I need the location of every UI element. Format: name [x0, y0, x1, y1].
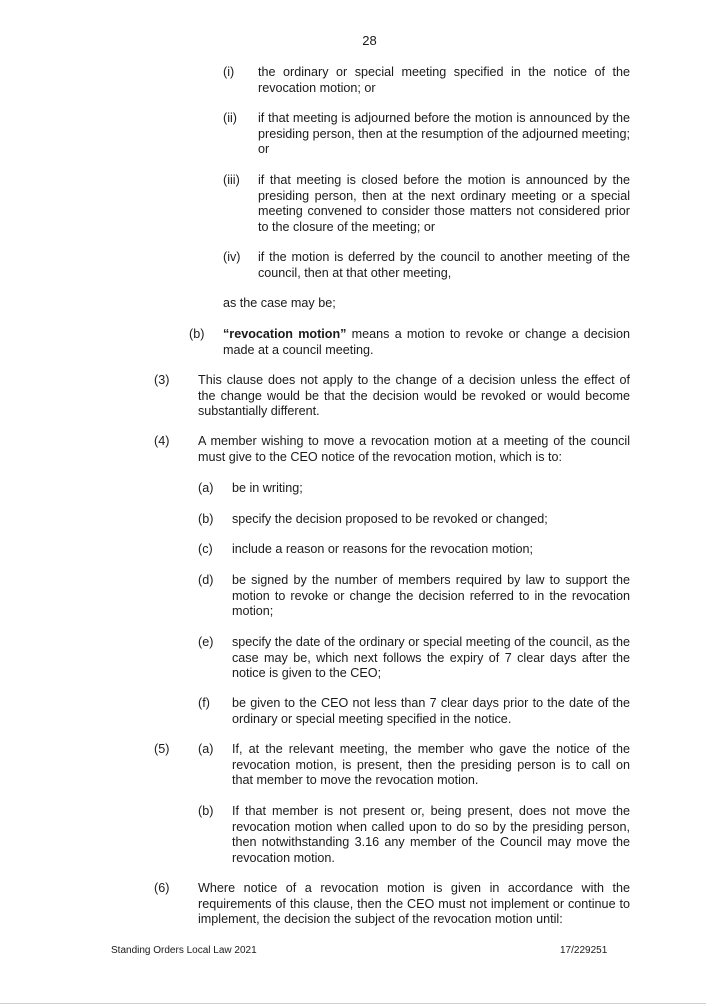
item-number: (b)	[198, 512, 214, 526]
definition-term: “revocation motion”	[223, 327, 347, 341]
item-number: (b)	[198, 804, 214, 818]
item-text: be signed by the number of members required by law to support the motion to revoke or change the decision referred to in the revocation motion;	[232, 573, 630, 619]
item-text: specify the date of the ordinary or special meeting of the council, as the case may be, which next follows the expiry of 7 clear days after the notice is given to the CEO;	[232, 635, 630, 681]
item-number: (c)	[198, 542, 213, 556]
clause-number: (3)	[154, 373, 170, 387]
item-text: if that meeting is closed before the motion is announced by the presiding person, then at the next ordinary meeting or a special meeting convened to consider those matters not considered prior to the closure of the meeting; or	[258, 173, 630, 234]
item-text: specify the decision proposed to be revoked or changed;	[232, 512, 548, 526]
as-case-text: as the case may be;	[223, 296, 336, 310]
item-number: (b)	[189, 327, 205, 341]
item-number: (e)	[198, 635, 214, 649]
item-number: (iv)	[223, 250, 241, 264]
item-text: If that member is not present or, being present, does not move the revocation motion when called upon to do so by the presiding person, then notwithstanding 3.16 any member of the Council may move the revocation motion.	[232, 804, 630, 865]
item-number: (i)	[223, 65, 235, 79]
clause-number: (5)	[154, 742, 170, 756]
item-text: include a reason or reasons for the revocation motion;	[232, 542, 534, 556]
item-text: If, at the relevant meeting, the member who gave the notice of the revocation motion, is present, then the presiding person is to call on that member to move the revocation motion.	[232, 742, 630, 788]
item-number: (iii)	[223, 173, 240, 187]
item-number: (a)	[198, 481, 214, 495]
item-text: the ordinary or special meeting specified in the notice of the revocation motion; or	[258, 65, 630, 95]
footer-document-id: 17/229251	[560, 945, 608, 956]
item-text: be in writing;	[232, 481, 303, 495]
item-number: (f)	[198, 696, 210, 710]
definition-body: means a motion to revoke or change a decision made at a council meeting.	[223, 327, 631, 357]
item-text: if that meeting is adjourned before the motion is announced by the presiding person, then at the resumption of the adjourned meeting; or	[258, 111, 630, 157]
item-text: be given to the CEO not less than 7 clear days prior to the date of the ordinary or special meeting specified in the notice.	[232, 696, 630, 726]
page-number: 28	[362, 33, 377, 48]
clause-text: Where notice of a revocation motion is given in accordance with the requirements of this clause, then the CEO must not implement or continue to implement, the decision the subject of the revocation motion until:	[198, 881, 630, 927]
page-edge-divider	[0, 1003, 706, 1004]
item-number: (a)	[198, 742, 214, 756]
item-number: (d)	[198, 573, 214, 587]
clause-text: This clause does not apply to the change of a decision unless the effect of the change would be that the decision would be revoked or would become substantially different.	[198, 373, 630, 419]
item-number: (ii)	[223, 111, 237, 125]
definition-text	[223, 327, 630, 358]
clause-text: A member wishing to move a revocation motion at a meeting of the council must give to the CEO notice of the revocation motion, which is to:	[198, 434, 630, 464]
clause-number: (4)	[154, 434, 170, 448]
item-text: if the motion is deferred by the council to another meeting of the council, then at that other meeting,	[258, 250, 630, 280]
footer-title: Standing Orders Local Law 2021	[111, 945, 257, 956]
clause-number: (6)	[154, 881, 170, 895]
